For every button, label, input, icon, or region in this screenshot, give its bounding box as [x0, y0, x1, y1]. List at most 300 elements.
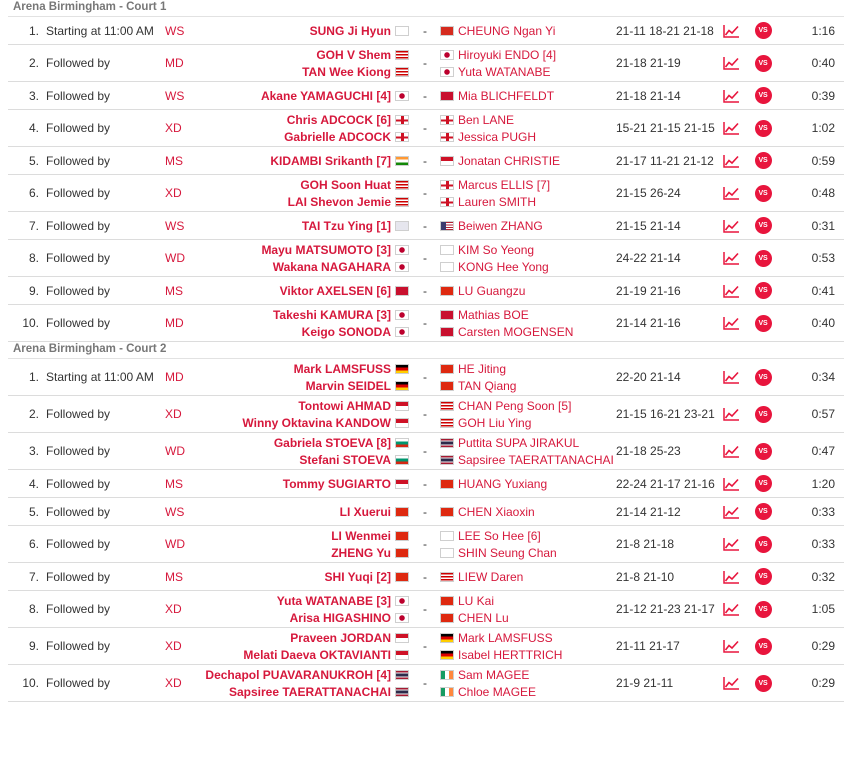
player-name[interactable]: Mark LAMSFUSS — [458, 630, 553, 645]
match-time: Followed by — [46, 676, 111, 690]
match-row[interactable] — [8, 147, 844, 175]
player-team-two[interactable] — [436, 592, 494, 609]
country-flag-icon — [395, 401, 409, 411]
player-team-one[interactable] — [273, 306, 413, 323]
player-name[interactable]: Dechapol PUAVARANUKROH [4] — [205, 667, 391, 682]
player-team-one[interactable] — [299, 451, 413, 468]
match-score: 22-20 21-14 — [616, 370, 681, 384]
player-team-two[interactable] — [436, 503, 535, 520]
player-name[interactable]: Stefani STOEVA — [299, 452, 391, 467]
player-team-one[interactable] — [290, 629, 413, 646]
team-two — [436, 359, 626, 395]
player-name[interactable]: SUNG Ji Hyun — [309, 23, 391, 38]
head-to-head-vs-icon[interactable]: VS — [752, 526, 774, 562]
match-score: 21-15 21-14 — [616, 218, 681, 233]
player-name[interactable]: Puttita SUPA JIRAKUL — [458, 435, 580, 450]
country-flag-icon — [440, 286, 454, 296]
match-row[interactable] — [8, 110, 844, 147]
stats-chart-icon[interactable] — [720, 591, 742, 627]
player-team-two[interactable] — [436, 111, 514, 128]
event-code: XD — [165, 639, 182, 653]
head-to-head-vs-icon[interactable]: VS — [752, 498, 774, 525]
head-to-head-vs-icon[interactable]: VS — [752, 82, 774, 109]
team-two — [436, 110, 626, 146]
team-two — [436, 470, 626, 497]
match-duration: 0:59 — [811, 153, 835, 168]
player-team-two[interactable] — [436, 282, 525, 299]
head-to-head-vs-icon[interactable]: VS — [752, 563, 774, 590]
country-flag-icon — [440, 381, 454, 391]
head-to-head-vs-icon[interactable]: VS — [752, 212, 774, 239]
match-number: 4. — [28, 476, 39, 491]
match-row[interactable] — [8, 563, 844, 591]
match-list — [8, 17, 844, 342]
match-duration: 0:29 — [811, 676, 835, 690]
country-flag-icon — [440, 633, 454, 643]
player-team-one[interactable] — [300, 176, 413, 193]
head-to-head-vs-icon[interactable]: VS — [752, 110, 774, 146]
player-team-one[interactable] — [325, 568, 413, 585]
stats-chart-icon[interactable] — [720, 82, 742, 109]
match-number: 7. — [28, 569, 39, 584]
match-number: 8. — [28, 251, 39, 265]
player-team-one[interactable] — [290, 609, 413, 626]
player-team-two[interactable] — [436, 683, 536, 700]
head-to-head-vs-icon[interactable]: VS — [752, 359, 774, 395]
player-name[interactable]: Hiroyuki ENDO [4] — [458, 47, 557, 62]
head-to-head-vs-icon[interactable]: VS — [752, 305, 774, 341]
player-team-two[interactable] — [436, 217, 543, 234]
team-two — [436, 82, 626, 109]
player-name[interactable]: CHEN Xiaoxin — [458, 504, 535, 519]
player-team-one[interactable] — [310, 22, 413, 39]
match-row[interactable] — [8, 433, 844, 470]
player-team-one[interactable] — [302, 63, 413, 80]
player-name[interactable]: KONG Hee Yong — [458, 259, 549, 274]
player-name[interactable]: LI Wenmei — [331, 528, 391, 543]
player-team-one[interactable] — [280, 282, 413, 299]
player-name[interactable]: Jonatan CHRISTIE — [458, 153, 561, 168]
match-time: Followed by — [46, 444, 111, 458]
stats-chart-icon[interactable] — [720, 433, 742, 469]
match-row[interactable] — [8, 212, 844, 240]
head-to-head-vs-icon[interactable]: VS — [752, 433, 774, 469]
match-score: 24-22 21-14 — [616, 251, 681, 265]
player-team-two[interactable] — [436, 666, 529, 683]
player-team-two[interactable] — [436, 360, 506, 377]
country-flag-icon — [395, 180, 409, 190]
player-team-two[interactable] — [436, 152, 560, 169]
head-to-head-vs-icon[interactable]: VS — [752, 277, 774, 304]
player-team-one[interactable] — [288, 193, 413, 210]
player-name[interactable]: CHAN Peng Soon [5] — [458, 398, 572, 413]
country-flag-icon — [395, 132, 409, 142]
player-team-two[interactable] — [436, 434, 579, 451]
player-team-two[interactable] — [436, 241, 534, 258]
stats-chart-icon[interactable] — [720, 240, 742, 276]
player-name[interactable]: Gabriela STOEVA [8] — [273, 435, 391, 450]
head-to-head-vs-icon[interactable]: VS — [752, 175, 774, 211]
player-team-one[interactable] — [302, 323, 413, 340]
event-code: XD — [165, 407, 182, 421]
player-name[interactable]: Gabrielle ADCOCK — [284, 129, 391, 144]
player-name[interactable]: Praveen JORDAN — [290, 630, 391, 645]
player-name[interactable]: Mayu MATSUMOTO [3] — [261, 242, 391, 257]
player-team-one[interactable] — [277, 592, 413, 609]
player-team-one[interactable] — [284, 128, 413, 145]
team-one — [188, 305, 413, 341]
player-name[interactable]: Lauren SMITH — [458, 194, 537, 209]
country-flag-icon — [395, 455, 409, 465]
player-name[interactable]: Sapsiree TAERATTANACHAI — [228, 684, 391, 699]
team-one — [188, 277, 413, 304]
match-time: Followed by — [46, 316, 111, 330]
team-two — [436, 396, 626, 432]
player-team-two[interactable] — [436, 544, 557, 561]
player-team-two[interactable] — [436, 629, 553, 646]
match-score: 21-18 25-23 — [616, 444, 681, 458]
stats-chart-icon[interactable] — [720, 563, 742, 590]
match-row[interactable] — [8, 628, 844, 665]
match-time: Followed by — [46, 56, 111, 70]
player-name[interactable]: LI Xuerui — [339, 504, 391, 519]
match-number: 3. — [28, 444, 39, 458]
court-section — [8, 0, 844, 342]
match-number: 5. — [28, 153, 39, 168]
player-team-one[interactable] — [242, 414, 413, 431]
match-time: Followed by — [46, 186, 111, 200]
player-name[interactable]: Chris ADCOCK [6] — [286, 112, 391, 127]
event-code: MD — [165, 316, 184, 330]
player-name[interactable]: Marvin SEIDEL — [305, 378, 391, 393]
player-team-two[interactable] — [436, 397, 571, 414]
match-list — [8, 359, 844, 702]
player-name[interactable]: Ben LANE — [458, 112, 515, 127]
match-score: 21-17 11-21 21-12 — [616, 153, 714, 168]
stats-chart-icon[interactable] — [720, 470, 742, 497]
stats-chart-icon[interactable] — [720, 45, 742, 81]
stats-chart-icon[interactable] — [720, 17, 742, 44]
country-flag-icon — [395, 327, 409, 337]
player-team-one[interactable] — [298, 397, 413, 414]
match-row[interactable] — [8, 526, 844, 563]
country-flag-icon — [440, 180, 454, 190]
country-flag-icon — [395, 670, 409, 680]
match-number: 9. — [28, 283, 39, 298]
player-name[interactable]: GOH Liu Ying — [458, 415, 532, 430]
player-name[interactable]: GOH Soon Huat — [300, 177, 391, 192]
match-row[interactable] — [8, 665, 844, 702]
match-score: 21-11 18-21 21-18 — [616, 23, 714, 38]
match-duration: 0:41 — [811, 283, 835, 298]
player-team-one[interactable] — [205, 666, 413, 683]
player-name[interactable]: GOH V Shem — [316, 47, 391, 62]
match-score: 21-14 21-16 — [616, 316, 681, 330]
player-name[interactable]: Tommy SUGIARTO — [282, 476, 391, 491]
country-flag-icon — [395, 438, 409, 448]
player-name[interactable]: LU Guangzu — [458, 283, 526, 298]
player-name[interactable]: Beiwen ZHANG — [458, 218, 543, 233]
match-duration: 0:40 — [811, 316, 835, 330]
player-team-two[interactable] — [436, 377, 516, 394]
player-name[interactable]: LIEW Daren — [458, 569, 524, 584]
player-name[interactable]: KIM So Yeong — [458, 242, 535, 257]
team-one — [188, 628, 413, 664]
player-name[interactable]: Sam MAGEE — [458, 667, 530, 682]
match-number: 10. — [22, 676, 39, 690]
country-flag-icon — [440, 262, 454, 272]
match-duration: 1:02 — [811, 121, 835, 135]
stats-chart-icon[interactable] — [720, 359, 742, 395]
country-flag-icon — [440, 327, 454, 337]
player-team-one[interactable] — [331, 544, 413, 561]
match-duration: 0:31 — [811, 218, 835, 233]
player-name[interactable]: HE Jiting — [458, 361, 507, 376]
player-name[interactable]: Carsten MOGENSEN — [458, 324, 574, 339]
player-team-one[interactable] — [340, 503, 413, 520]
stats-chart-icon[interactable] — [720, 110, 742, 146]
head-to-head-vs-icon[interactable]: VS — [752, 665, 774, 701]
player-team-one[interactable] — [270, 152, 413, 169]
stats-chart-icon[interactable] — [720, 628, 742, 664]
match-score: 21-12 21-23 21-17 — [616, 602, 715, 616]
match-row[interactable] — [8, 359, 844, 396]
player-name[interactable]: HUANG Yuxiang — [458, 476, 548, 491]
player-team-two[interactable] — [436, 568, 523, 585]
match-duration: 0:32 — [811, 569, 835, 584]
team-one — [188, 526, 413, 562]
player-team-one[interactable] — [316, 46, 413, 63]
player-team-one[interactable] — [283, 475, 413, 492]
player-team-one[interactable] — [273, 258, 413, 275]
team-two — [436, 628, 626, 664]
stats-chart-icon[interactable] — [720, 175, 742, 211]
versus-dash: - — [423, 602, 427, 616]
player-name[interactable]: SHIN Seung Chan — [458, 545, 557, 560]
player-name[interactable]: Marcus ELLIS [7] — [458, 177, 551, 192]
player-team-two[interactable] — [436, 475, 547, 492]
player-name[interactable]: SHI Yuqi [2] — [324, 569, 391, 584]
player-team-two[interactable] — [436, 414, 531, 431]
match-row[interactable] — [8, 17, 844, 45]
country-flag-icon — [395, 364, 409, 374]
match-number: 4. — [28, 121, 39, 135]
player-team-two[interactable] — [436, 451, 614, 468]
player-name[interactable]: Yuta WATANABE — [458, 64, 551, 79]
event-code: WD — [165, 444, 185, 458]
player-name[interactable]: Winny Oktavina KANDOW — [242, 415, 391, 430]
player-team-two[interactable] — [436, 609, 509, 626]
player-team-one[interactable] — [243, 646, 413, 663]
head-to-head-vs-icon[interactable]: VS — [752, 591, 774, 627]
stats-chart-icon[interactable] — [720, 147, 742, 174]
player-name[interactable]: LEE So Hee [6] — [458, 528, 541, 543]
match-row[interactable] — [8, 591, 844, 628]
country-flag-icon — [440, 531, 454, 541]
player-team-one[interactable] — [331, 527, 413, 544]
match-duration: 0:40 — [811, 56, 835, 70]
versus-dash: - — [423, 121, 427, 135]
country-flag-icon — [440, 197, 454, 207]
player-name[interactable]: TAN Qiang — [458, 378, 517, 393]
country-flag-icon — [440, 115, 454, 125]
country-flag-icon — [440, 91, 454, 101]
country-flag-icon — [395, 286, 409, 296]
player-team-two[interactable] — [436, 128, 536, 145]
event-code: XD — [165, 602, 182, 616]
team-two — [436, 175, 626, 211]
player-team-one[interactable] — [274, 434, 413, 451]
team-one — [188, 82, 413, 109]
head-to-head-vs-icon[interactable]: VS — [752, 45, 774, 81]
player-name[interactable]: Keigo SONODA — [301, 324, 391, 339]
player-team-two[interactable] — [436, 63, 550, 80]
head-to-head-vs-icon[interactable]: VS — [752, 470, 774, 497]
team-two — [436, 591, 626, 627]
match-duration: 1:20 — [811, 476, 835, 491]
match-time: Followed by — [46, 569, 111, 584]
country-flag-icon — [440, 221, 454, 231]
player-name[interactable]: LU Kai — [458, 593, 495, 608]
court-section — [8, 342, 844, 702]
versus-dash: - — [423, 407, 427, 421]
country-flag-icon — [395, 548, 409, 558]
player-name[interactable]: KIDAMBI Srikanth [7] — [270, 153, 391, 168]
match-time: Followed by — [46, 283, 111, 298]
stats-chart-icon[interactable] — [720, 665, 742, 701]
match-number: 10. — [22, 316, 39, 330]
player-name[interactable]: LAI Shevon Jemie — [287, 194, 391, 209]
stats-chart-icon[interactable] — [720, 212, 742, 239]
match-row[interactable] — [8, 305, 844, 342]
player-team-one[interactable] — [261, 87, 413, 104]
event-code: XD — [165, 186, 182, 200]
match-time: Followed by — [46, 476, 111, 491]
player-name[interactable]: Jessica PUGH — [458, 129, 537, 144]
player-name[interactable]: Yuta WATANABE [3] — [276, 593, 391, 608]
match-row[interactable] — [8, 470, 844, 498]
player-team-one[interactable] — [306, 377, 413, 394]
player-team-one[interactable] — [287, 111, 413, 128]
player-name[interactable]: ZHENG Yu — [331, 545, 391, 560]
player-name[interactable]: Takeshi KAMURA [3] — [272, 307, 391, 322]
country-flag-icon — [440, 418, 454, 428]
head-to-head-vs-icon[interactable]: VS — [752, 240, 774, 276]
player-team-two[interactable] — [436, 258, 549, 275]
player-team-one[interactable] — [229, 683, 413, 700]
versus-dash: - — [423, 537, 427, 551]
team-one — [188, 396, 413, 432]
stats-chart-icon[interactable] — [720, 498, 742, 525]
head-to-head-vs-icon[interactable]: VS — [752, 396, 774, 432]
match-row[interactable] — [8, 277, 844, 305]
country-flag-icon — [440, 310, 454, 320]
player-team-two[interactable] — [436, 22, 555, 39]
match-number: 9. — [28, 639, 39, 653]
stats-chart-icon[interactable] — [720, 277, 742, 304]
head-to-head-vs-icon[interactable]: VS — [752, 147, 774, 174]
match-row[interactable] — [8, 498, 844, 526]
player-name[interactable]: CHEN Lu — [458, 610, 509, 625]
versus-dash: - — [423, 283, 427, 298]
match-row[interactable] — [8, 175, 844, 212]
player-team-one[interactable] — [261, 241, 413, 258]
match-time: Followed by — [46, 121, 111, 135]
head-to-head-vs-icon[interactable]: VS — [752, 17, 774, 44]
player-name[interactable]: TAN Wee Kiong — [302, 64, 391, 79]
match-row[interactable] — [8, 240, 844, 277]
match-duration: 0:33 — [811, 537, 835, 551]
player-name[interactable]: Isabel HERTTRICH — [458, 647, 563, 662]
match-row[interactable] — [8, 396, 844, 433]
player-name[interactable]: Arisa HIGASHINO — [289, 610, 391, 625]
team-one — [188, 212, 413, 239]
team-two — [436, 147, 626, 174]
player-team-one[interactable] — [302, 217, 413, 234]
player-name[interactable]: Wakana NAGAHARA — [272, 259, 391, 274]
player-name[interactable]: Tontowi AHMAD — [298, 398, 391, 413]
team-two — [436, 17, 626, 44]
player-name[interactable]: Viktor AXELSEN [6] — [279, 283, 391, 298]
player-team-two[interactable] — [436, 176, 550, 193]
player-name[interactable]: Sapsiree TAERATTANACHAI — [458, 452, 614, 467]
versus-dash: - — [423, 186, 427, 200]
player-team-one[interactable] — [294, 360, 413, 377]
player-name[interactable]: Melati Daeva OKTAVIANTI — [243, 647, 391, 662]
player-name[interactable]: TAI Tzu Ying [1] — [301, 218, 391, 233]
stats-chart-icon[interactable] — [720, 305, 742, 341]
stats-chart-icon[interactable] — [720, 396, 742, 432]
country-flag-icon — [440, 438, 454, 448]
player-team-two[interactable] — [436, 323, 573, 340]
match-row[interactable] — [8, 45, 844, 82]
match-time: Followed by — [46, 251, 111, 265]
event-code: WS — [165, 504, 185, 519]
player-team-two[interactable] — [436, 527, 541, 544]
head-to-head-vs-icon[interactable]: VS — [752, 628, 774, 664]
player-team-two[interactable] — [436, 646, 562, 663]
match-number: 2. — [28, 407, 39, 421]
country-flag-icon — [440, 687, 454, 697]
player-name[interactable]: CHEUNG Ngan Yi — [458, 23, 556, 38]
country-flag-icon — [395, 91, 409, 101]
country-flag-icon — [395, 310, 409, 320]
player-name[interactable]: Chloe MAGEE — [458, 684, 537, 699]
country-flag-icon — [440, 401, 454, 411]
stats-chart-icon[interactable] — [720, 526, 742, 562]
match-score: 21-15 26-24 — [616, 186, 681, 200]
match-duration: 0:48 — [811, 186, 835, 200]
player-name[interactable]: Mia BLICHFELDT — [458, 88, 555, 103]
team-two — [436, 498, 626, 525]
match-duration: 1:16 — [811, 23, 835, 38]
versus-dash: - — [423, 370, 427, 384]
player-name[interactable]: Mathias BOE — [458, 307, 529, 322]
match-number: 7. — [28, 218, 39, 233]
country-flag-icon — [395, 479, 409, 489]
event-code: MD — [165, 370, 184, 384]
player-name[interactable]: Akane YAMAGUCHI [4] — [260, 88, 391, 103]
player-name[interactable]: Mark LAMSFUSS — [293, 361, 391, 376]
player-team-two[interactable] — [436, 46, 556, 63]
match-score: 21-8 21-18 — [616, 537, 675, 551]
player-team-two[interactable] — [436, 306, 529, 323]
match-row[interactable] — [8, 82, 844, 110]
versus-dash: - — [423, 23, 427, 38]
match-duration: 0:57 — [811, 407, 835, 421]
player-team-two[interactable] — [436, 87, 554, 104]
player-team-two[interactable] — [436, 193, 536, 210]
